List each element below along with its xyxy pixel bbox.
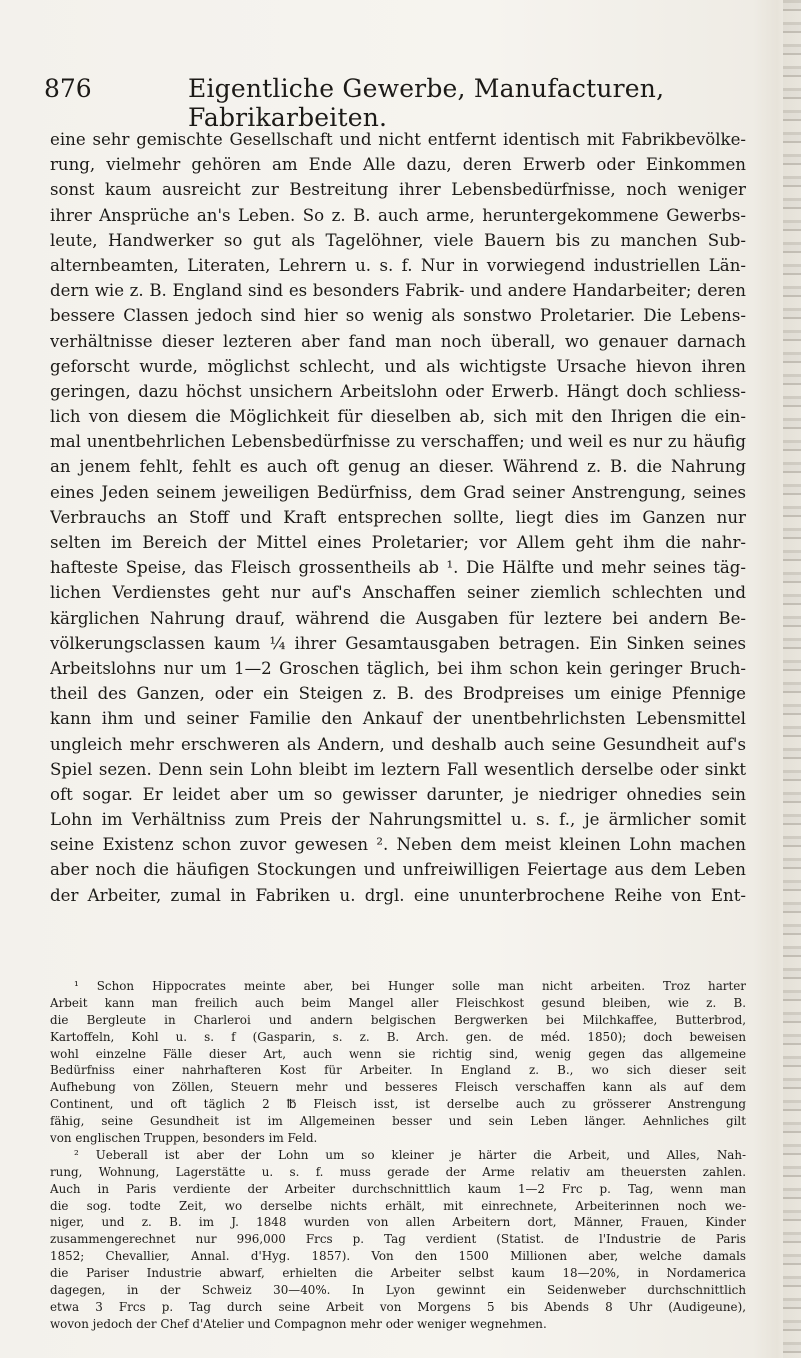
text-line: Spiel sezen. Denn sein Lohn bleibt im leztern Fall wesentlich derselbe oder sinkt (50, 759, 746, 779)
page-header (44, 74, 744, 132)
footnote-line: Arbeit kann man freilich auch beim Mangel aller Fleischkost gesund bleiben, wie z. B. (50, 995, 746, 1010)
footnote-line: rung, Wohnung, Lagerstätte u. s. f. muss gerade der Arme relativ am theuersten zahlen. (50, 1164, 746, 1179)
text-line: der Arbeiter, zumal in Fabriken u. drgl. eine ununterbrochene Reihe von Ent- (50, 885, 746, 905)
text-line: theil des Ganzen, oder ein Steigen z. B. des Brodpreises um einige Pfennige (50, 684, 746, 704)
page-number: 876 (44, 74, 92, 103)
text-line: lichen Verdienstes geht nur auf's Anschaffen seiner ziemlich schlechten und (50, 583, 746, 603)
footnote-line: Auch in Paris verdiente der Arbeiter durchschnittlich kaum 1—2 Frc p. Tag, wenn man (50, 1181, 746, 1196)
text-line: ihrer Ansprüche an's Leben. So z. B. auch arme, heruntergekommene Gewerbs- (50, 205, 746, 225)
text-line: an jenem fehlt, fehlt es auch oft genug an dieser. Während z. B. die Nahrung (50, 457, 746, 477)
text-line: bessere Classen jedoch sind hier so wenig als sonstwo Proletarier. Die Lebens- (50, 306, 746, 326)
text-line: geforscht wurde, möglichst schlecht, und als wichtigste Ursache hievon ihren (50, 356, 746, 376)
footnote-start-line: ² Ueberall ist aber der Lohn um so kleiner je härter die Arbeit, und Alles, Nah- (74, 1147, 746, 1162)
footnote-line: die sog. todte Zeit, wo derselbe nichts erhält, mit einrechnete, Arbeiterinnen noch we- (50, 1198, 746, 1213)
footnote-line: Continent, und oft täglich 2 ℔ Fleisch isst, ist derselbe auch zu grösserer Anstrengung (50, 1097, 746, 1112)
footnote-line: die Pariser Industrie abwarf, erhielten die Arbeiter selbst kaum 18—20%, in Nordamerica (50, 1266, 746, 1281)
text-line: völkerungsclassen kaum ¼ ihrer Gesamtausgaben betragen. Ein Sinken seines (50, 633, 746, 653)
text-line: ungleich mehr erschweren als Andern, und deshalb auch seine Gesundheit auf's (50, 734, 746, 754)
text-line: sonst kaum ausreicht zur Bestreitung ihrer Lebensbedürfnisse, noch weniger (50, 180, 746, 200)
text-line: verhältnisse dieser lezteren aber fand man noch überall, wo genauer darnach (50, 331, 746, 351)
text-line: kann ihm und seiner Familie den Ankauf der unentbehrlichsten Lebensmittel (50, 709, 746, 729)
footnotes (50, 978, 746, 1333)
text-line: selten im Bereich der Mittel eines Proletarier; vor Allem geht ihm die nahr- (50, 533, 746, 552)
text-line: rung, vielmehr gehören am Ende Alle dazu, deren Erwerb oder Einkommen (50, 155, 746, 175)
footnote-line: von englischen Truppen, besonders im Feld. (50, 1131, 318, 1146)
running-title: Eigentliche Gewerbe, Manufacturen, Fabrikarbeiten. (188, 74, 665, 132)
main-text (50, 127, 746, 908)
text-line: hafteste Speise, das Fleisch grossentheils ab ¹. Die Hälfte und mehr seines täg- (50, 558, 746, 578)
text-line: mal unentbehrlichen Lebensbedürfnisse zu verschaffen; und weil es nur zu häufig (50, 432, 746, 452)
footnote-line: wohl einzelne Fälle dieser Art, auch wenn sie richtig sind, wenig gegen das allgemeine (50, 1046, 746, 1061)
text-line: Verbrauchs an Stoff und Kraft entsprechen sollte, liegt dies im Ganzen nur (50, 507, 746, 527)
text-line: eines Jeden seinem jeweiligen Bedürfniss, dem Grad seiner Anstrengung, seines (50, 482, 746, 502)
text-line: dern wie z. B. England sind es besonders Fabrik- und andere Handarbeiter; deren (50, 281, 746, 301)
footnote-line: dagegen, in der Schweiz 30—40%. In Lyon gewinnt ein Seidenweber durchschnittlich (50, 1283, 746, 1298)
footnote-start-line: ¹ Schon Hippocrates meinte aber, bei Hunger solle man nicht arbeiten. Troz harter (74, 979, 746, 993)
footnote-line: zusammengerechnet nur 996,000 Frcs p. Tag verdient (Statist. de l'Industrie de Paris (50, 1232, 746, 1247)
footnote-line: Aufhebung von Zöllen, Steuern mehr und besseres Fleisch verschaffen kann als auf dem (50, 1080, 746, 1095)
text-line: leute, Handwerker so gut als Tagelöhner, viele Bauern bis zu manchen Sub- (50, 230, 746, 250)
footnote-line: die Bergleute in Charleroi und andern belgischen Bergwerken bei Milchkaffee, Butterbrod, (50, 1012, 746, 1027)
footnote-line: 1852; Chevallier, Annal. d'Hyg. 1857). Von den 1500 Millionen aber, welche damals (50, 1249, 746, 1264)
text-line: Arbeitslohns nur um 1—2 Groschen täglich, bei ihm schon kein geringer Bruch- (50, 658, 746, 678)
text-line: oft sogar. Er leidet aber um so gewisser darunter, je niedriger ohnedies sein (50, 784, 746, 804)
footnote-line: Kartoffeln, Kohl u. s. f (Gasparin, s. z. B. Arch. gen. de méd. 1850); doch beweisen (50, 1029, 746, 1044)
text-line: Lohn im Verhältniss zum Preis der Nahrungsmittel u. s. f., je ärmlicher somit (50, 810, 746, 830)
footnote-line: Bedürfniss einer nahrhafteren Kost für Arbeiter. In England z. B., wo sich dieser seit (50, 1063, 746, 1078)
page-edge-shadow (783, 0, 801, 1358)
text-line: aber noch die häufigen Stockungen und unfreiwilligen Feiertage aus dem Leben (50, 860, 746, 880)
text-line: eine sehr gemischte Gesellschaft und nicht entfernt identisch mit Fabrikbevölke- (50, 130, 746, 149)
footnote-line: wovon jedoch der Chef d'Atelier und Compagnon mehr oder weniger wegnehmen. (50, 1316, 547, 1331)
text-line: kärglichen Nahrung drauf, während die Ausgaben für leztere bei andern Be- (50, 608, 746, 628)
footnote-line: niger, und z. B. im J. 1848 wurden von allen Arbeitern dort, Männer, Frauen, Kinder (50, 1215, 746, 1230)
footnote-line: fähig, seine Gesundheit ist im Allgemeinen besser und sein Leben länger. Aehnliches gilt (50, 1114, 746, 1129)
footnote-line: etwa 3 Frcs p. Tag durch seine Arbeit von Morgens 5 bis Abends 8 Uhr (Audigeune), (50, 1299, 746, 1314)
text-line: seine Existenz schon zuvor gewesen ². Neben dem meist kleinen Lohn machen (50, 835, 746, 855)
text-line: alternbeamten, Literaten, Lehrern u. s. f. Nur in vorwiegend industriellen Län- (50, 255, 746, 275)
text-line: lich von diesem die Möglichkeit für dieselben ab, sich mit den Ihrigen die ein- (50, 407, 746, 427)
text-line: geringen, dazu höchst unsichern Arbeitslohn oder Erwerb. Hängt doch schliess- (50, 381, 746, 401)
